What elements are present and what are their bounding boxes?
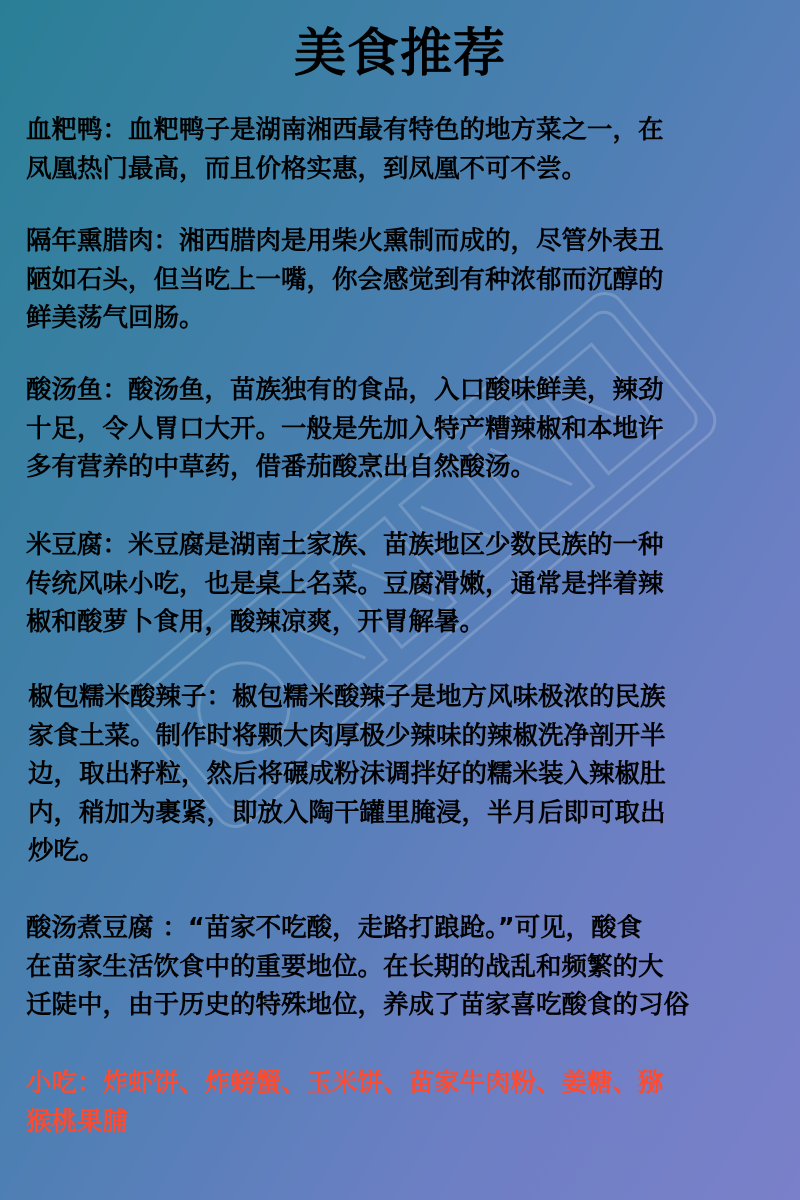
text-line: 多有营养的中草药，借番茄酸烹出自然酸汤。	[26, 452, 537, 482]
text-line: 鲜美荡气回肠。	[26, 303, 205, 333]
text-line: 陋如石头，但当吃上一嘴，你会感觉到有种浓郁而沉醇的	[26, 264, 664, 295]
food-item-jiaobao	[28, 678, 666, 871]
text-line: 酸汤煮豆腐 ：“苗家不吃酸，走路打踉跄。”可见，酸食	[26, 913, 643, 943]
text-line: 边，取出籽粒，然后将碾成粉沫调拌好的糯米装入辣椒肚	[28, 759, 666, 789]
text-line: 隔年熏腊肉：湘西腊肉是用柴火熏制而成的，尽管外表丑	[26, 226, 664, 256]
text-line: 血粑鸭：血粑鸭子是湖南湘西最有特色的地方菜之一，在	[26, 115, 664, 145]
text-line: 小吃：炸虾饼、炸螃蟹、玉米饼、苗家牛肉粉、姜糖、猕	[26, 1068, 664, 1098]
text-line: 在苗家生活饮食中的重要地位。在长期的战乱和频繁的大	[26, 951, 664, 982]
text-line: 椒包糯米酸辣子：椒包糯米酸辣子是地方风味极浓的民族	[28, 682, 666, 712]
food-item-larou	[26, 222, 664, 338]
text-line: 米豆腐：米豆腐是湖南土家族、苗族地区少数民族的一种	[26, 530, 664, 560]
text-line: 炒吃。	[28, 836, 105, 866]
text-line: 椒和酸萝卜食用，酸辣凉爽，开胃解暑。	[26, 607, 486, 637]
text-line: 猴桃果脯	[26, 1106, 129, 1137]
text-line: 酸汤鱼：酸汤鱼，苗族独有的食品，入口酸味鲜美，辣劲	[26, 375, 664, 405]
food-item-suantangdoufu	[26, 909, 689, 1025]
food-item-midoufu	[26, 526, 664, 642]
text-line: 十足，令人胃口大开。一般是先加入特产糟辣椒和本地许	[26, 413, 664, 444]
page-title: 美食推荐	[293, 24, 506, 84]
text-line: 内，稍加为裹紧，即放入陶干罐里腌浸，半月后即可取出	[28, 797, 666, 828]
food-item-suantangyu	[26, 371, 664, 487]
text-line: 凤凰热门最高，而且价格实惠，到凤凰不可不尝。	[26, 153, 588, 184]
snacks-list	[26, 1064, 664, 1141]
food-item-xuebaya	[26, 111, 664, 188]
text-line: 迁陡中，由于历史的特殊地位，养成了苗家喜吃酸食的习俗	[26, 990, 690, 1020]
text-line: 传统风味小吃，也是桌上名菜。豆腐滑嫩，通常是拌着辣	[26, 568, 664, 599]
text-line: 家食土菜。制作时将颗大肉厚极少辣味的辣椒洗净剖开半	[28, 720, 666, 751]
